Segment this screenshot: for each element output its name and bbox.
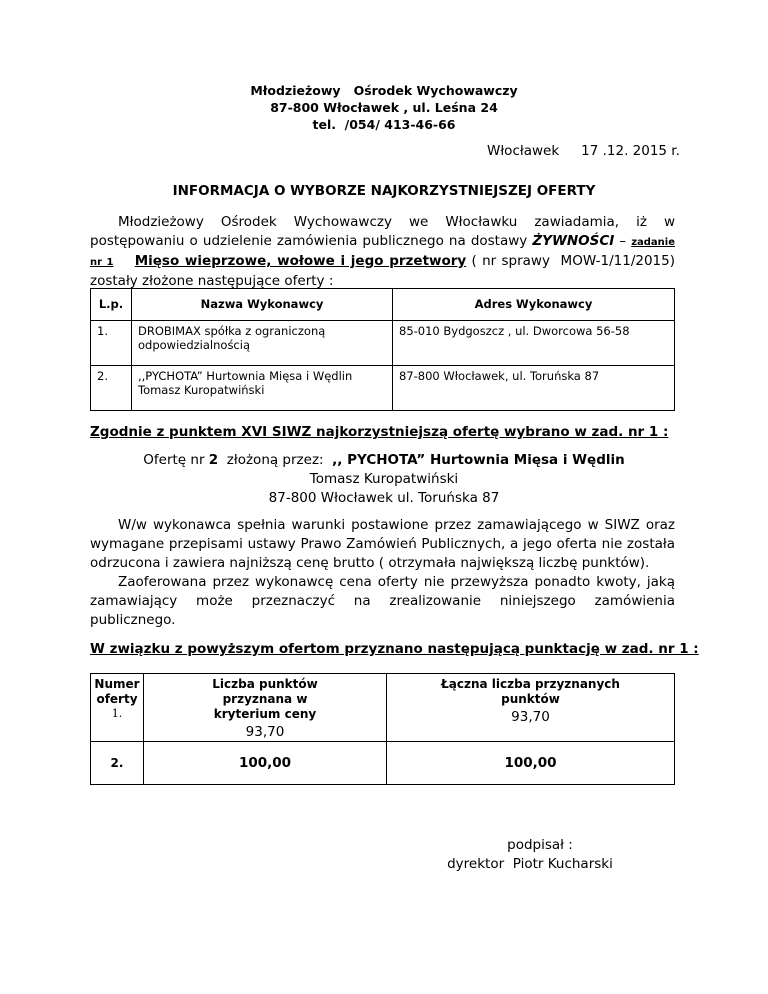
signature-label: podpisał : <box>507 837 573 853</box>
date-value: 17 .12. 2015 r. <box>581 143 680 159</box>
col-name: Nazwa Wykonawcy <box>132 289 393 321</box>
winner-name: ,, PYCHOTA” Hurtownia Mięsa i Wędlin <box>332 452 625 468</box>
winner-prefix: Ofertę nr <box>143 452 209 468</box>
cell-lp: 1. <box>91 321 132 366</box>
col-offer-number: Numer oferty <box>94 677 140 706</box>
date-line <box>487 143 680 159</box>
section-heading-scores: W związku z powyższym ofertom przyznano następującą punktację w zad. nr 1 : <box>90 641 699 657</box>
table-row <box>91 366 675 411</box>
cell-address: 85-010 Bydgoszcz , ul. Dworcowa 56-58 <box>393 321 675 366</box>
col-price-points: Liczba punktów przyznana w kryterium ceny <box>212 677 318 721</box>
intro-dash: – <box>614 233 632 249</box>
cell-num: 2. <box>91 742 144 785</box>
cell-name: ,,PYCHOTA” Hurtownia Mięsa i Wędlin Tomasz Kuropatwiński <box>132 366 393 411</box>
cell-total: 100,00 <box>387 742 675 785</box>
table-row <box>91 674 675 742</box>
intro-task: zadanie nr 1 <box>90 237 675 268</box>
cell-total: 93,70 <box>511 709 550 725</box>
offers-header-row <box>91 289 675 321</box>
justification-text <box>90 516 675 630</box>
section-heading-selection: Zgodnie z punktem XVI SIWZ najkorzystniejszą ofertę wybrano w zad. nr 1 : <box>90 424 669 440</box>
intro-text-1: Młodzieżowy Ośrodek Wychowawczy we Włocławku zawiadamia, iż w postępowaniu o udzielenie zamówienia publicznego na dostawy <box>90 214 675 249</box>
winner-address: 87-800 Włocławek ul. Toruńska 87 <box>268 490 500 506</box>
document-header <box>0 82 768 133</box>
cell-address: 87-800 Włocławek, ul. Toruńska 87 <box>393 366 675 411</box>
col-total-points: Łączna liczba przyznanych punktów <box>441 677 620 706</box>
cell-lp: 2. <box>91 366 132 411</box>
intro-paragraph <box>90 213 680 291</box>
table-row <box>91 321 675 366</box>
org-address: 87-800 Włocławek , ul. Leśna 24 <box>270 100 498 115</box>
col-lp: L.p. <box>91 289 132 321</box>
org-phone: tel. /054/ 413-46-66 <box>312 117 456 132</box>
org-name: Młodzieżowy Ośrodek Wychowawczy <box>250 83 518 98</box>
col-address: Adres Wykonawcy <box>393 289 675 321</box>
winner-block <box>0 451 768 508</box>
signature-name: dyrektor Piotr Kucharski <box>447 856 613 872</box>
scores-table <box>90 673 675 785</box>
justification-p1: W/w wykonawca spełnia warunki postawione przez zamawiającego w SIWZ oraz wymagane przepisami ustawy Prawo Zamówień Publicznych, a jego oferta nie została odrzucona i zawiera najniższą cenę brutto ( otrzymała największą liczbę punktów). <box>90 517 675 571</box>
winner-mid: złożoną przez: <box>218 452 333 468</box>
document-title: INFORMACJA O WYBORZE NAJKORZYSTNIEJSZEJ OFERTY <box>172 183 596 199</box>
intro-subject: Mięso wieprzowe, wołowe i jego przetwory <box>134 253 467 269</box>
date-place: Włocławek <box>487 143 560 159</box>
cell-num: 1. <box>111 707 123 720</box>
intro-text-2: ( nr sprawy MOW-1/11/2015) zostały złożone następujące oferty : <box>90 253 680 289</box>
signature-block <box>420 836 640 874</box>
table-row <box>91 742 675 785</box>
winner-owner: Tomasz Kuropatwiński <box>309 471 459 487</box>
cell-name: DROBIMAX spółka z ograniczoną odpowiedzialnością <box>132 321 393 366</box>
intro-product: ŻYWNOŚCI <box>532 233 615 249</box>
cell-price-points: 100,00 <box>144 742 387 785</box>
justification-p2: Zaoferowana przez wykonawcę cena oferty nie przewyższa ponadto kwoty, jaką zamawiający może przeznaczyć na zrealizowanie niniejszego zamówienia publicznego. <box>90 574 675 628</box>
offers-table <box>90 288 675 411</box>
winner-number: 2 <box>208 452 219 468</box>
cell-price-points: 93,70 <box>245 724 285 740</box>
